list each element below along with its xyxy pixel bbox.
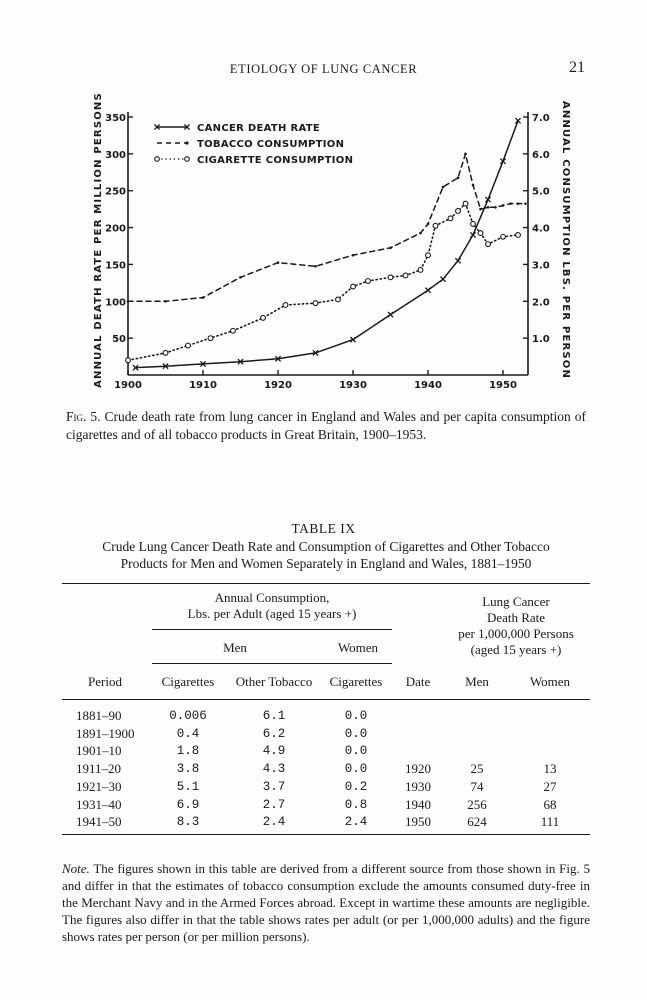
data-point-circle <box>501 234 506 239</box>
header-line: (aged 15 years +) <box>470 642 562 657</box>
note-text: The figures shown in this table are derived from a different source from those shown in Fig. 5 and differ in that the estimates of tobacco consumption exclude the amounts consumed duty-free in the Merchant Navy and in the Armed Forces abroad. Except in wartime these amounts are negligible. The figures also differ in that the table shows rates per adult (or per 1,000,000 adults) and the figure shows rates per person (or per million persons). <box>62 861 591 944</box>
table-top-rule <box>62 583 590 584</box>
cell-women-cigarettes: 0.0 <box>344 726 368 741</box>
cell-women-cigarettes: 0.2 <box>344 779 368 794</box>
legend-item <box>155 155 354 166</box>
cell-men-other-tobacco: 6.1 <box>262 709 286 723</box>
data-point-x-marker <box>425 288 430 293</box>
data-point-dot <box>314 265 317 268</box>
cell-death-women: 13 <box>543 761 557 777</box>
table-header-rule <box>62 699 590 700</box>
header-line: Lbs. per Adult (aged 15 years +) <box>187 606 357 621</box>
header-line: Lung Cancer <box>482 594 550 609</box>
header-line: Annual Consumption, <box>214 590 330 605</box>
data-point-x-marker <box>455 258 460 263</box>
y-right-tick-label: 3.0 <box>532 260 550 272</box>
cell-death-men: 25 <box>470 761 484 777</box>
data-point-circle <box>478 231 483 236</box>
header-women: Women <box>337 640 379 655</box>
header-annual-consumption <box>150 590 394 622</box>
data-point-circle <box>471 221 476 226</box>
cell-death-men: 74 <box>470 778 484 794</box>
y-left-tick-label: 200 <box>105 223 126 235</box>
data-point-circle <box>456 209 461 214</box>
data-point-circle <box>313 301 318 306</box>
y-right-tick-label: 7.0 <box>532 113 550 124</box>
series-tobacco-consumption <box>127 153 527 303</box>
y-right-tick-label: 5.0 <box>532 186 550 198</box>
cell-date: 1920 <box>405 761 431 777</box>
table-note <box>62 860 590 945</box>
data-point-dot <box>464 153 467 156</box>
y-left-tick-label: 350 <box>105 113 126 124</box>
cell-death-men: 256 <box>467 796 487 812</box>
data-point-circle <box>463 201 468 206</box>
data-point-circle <box>261 315 266 320</box>
x-tick-label: 1930 <box>339 380 367 391</box>
page-number: 21 <box>569 59 585 76</box>
data-point-dot <box>427 223 430 226</box>
cell-men-other-tobacco: 3.7 <box>262 779 286 794</box>
data-point-circle <box>186 343 191 348</box>
table-title-line: Products for Men and Women Separately in England and Wales, 1881–1950 <box>120 556 532 571</box>
data-point-circle <box>426 253 431 258</box>
cell-period: 1891–1900 <box>76 725 135 741</box>
cell-men-cigarettes: 5.1 <box>176 779 200 794</box>
data-point-circle <box>231 328 236 333</box>
header-line: Death Rate <box>486 610 546 625</box>
data-point-circle <box>336 297 341 302</box>
col-header-period: Period <box>88 674 122 689</box>
data-point-circle <box>516 233 521 238</box>
y-right-axis-label: ANNUAL CONSUMPTION LBS. PER PERSON <box>560 100 571 380</box>
data-point-circle <box>418 268 423 273</box>
col-header-women-cigarettes: Cigarettes <box>329 674 383 689</box>
data-point-dot <box>164 300 167 303</box>
cell-men-cigarettes: 6.9 <box>176 797 200 812</box>
data-point-circle <box>351 284 356 289</box>
data-point-dot <box>502 204 505 207</box>
figure-caption-text: Crude death rate from lung cancer in England and Wales and per capita consumption of cigarettes and of all tobacco products in Great Britain, 1900–1953. <box>66 409 587 442</box>
y-right-tick-label: 2.0 <box>532 297 550 309</box>
data-point-dot <box>487 206 490 209</box>
cell-death-women: 68 <box>543 796 557 812</box>
chart-axis-labels <box>93 92 571 388</box>
subgroup-rule <box>152 663 392 664</box>
data-point-circle <box>208 336 213 341</box>
legend-marker <box>155 157 160 162</box>
cell-date: 1940 <box>405 796 431 812</box>
table-title <box>62 538 590 572</box>
data-point-dot <box>202 296 205 299</box>
cell-men-other-tobacco: 6.2 <box>262 726 286 741</box>
x-tick-label: 1910 <box>189 380 217 391</box>
header-death-rate <box>440 594 592 658</box>
cell-death-women: 111 <box>540 814 560 830</box>
col-header-death-men: Men <box>465 674 489 689</box>
x-tick-label: 1940 <box>414 380 442 391</box>
series-line <box>128 204 518 361</box>
data-point-circle <box>126 358 131 363</box>
y-left-tick-label: 250 <box>105 186 126 198</box>
data-point-dot <box>239 276 242 279</box>
data-point-dot <box>127 300 130 303</box>
data-point-dot <box>419 232 422 235</box>
data-point-x-marker <box>440 277 445 282</box>
x-tick-label: 1950 <box>489 380 517 391</box>
figure-caption-label: Fig. 5. <box>66 409 101 424</box>
data-point-dot <box>457 177 460 180</box>
table-bottom-rule <box>62 834 590 835</box>
data-point-dot <box>524 202 527 205</box>
legend-item <box>157 139 344 150</box>
data-point-dot <box>494 206 497 209</box>
legend-item <box>154 123 320 134</box>
cell-period: 1911–20 <box>76 761 122 777</box>
table-title-line: Crude Lung Cancer Death Rate and Consumption of Cigarettes and Other Tobacco <box>102 539 550 554</box>
y-right-tick-label: 4.0 <box>532 223 550 235</box>
data-point-circle <box>403 273 408 278</box>
cell-men-other-tobacco: 2.4 <box>262 815 286 830</box>
cell-date: 1930 <box>405 778 431 794</box>
data-point-circle <box>486 242 491 247</box>
cell-period: 1941–50 <box>76 814 122 830</box>
y-left-tick-label: 50 <box>112 334 126 346</box>
note-label: Note. <box>62 861 90 876</box>
y-right-tick-label: 6.0 <box>532 149 550 161</box>
running-head: ETIOLOGY OF LUNG CANCER <box>229 62 418 76</box>
legend-label: CANCER DEATH RATE <box>197 123 320 134</box>
cell-men-cigarettes: 3.8 <box>176 762 200 777</box>
legend-marker <box>185 141 188 144</box>
x-tick-label: 1900 <box>114 380 142 391</box>
legend-label: CIGARETTE CONSUMPTION <box>197 155 354 166</box>
cell-men-cigarettes: 1.8 <box>176 744 200 759</box>
col-header-men-other-tobacco: Other Tobacco <box>235 674 313 689</box>
cell-death-men: 624 <box>467 814 487 830</box>
data-point-dot <box>509 202 512 205</box>
y-left-axis-label: ANNUAL DEATH RATE PER MILLION PERSONS <box>93 92 104 388</box>
cell-men-other-tobacco: 4.9 <box>262 744 286 759</box>
cell-period: 1901–10 <box>76 743 122 759</box>
data-point-dot <box>517 202 520 205</box>
data-point-dot <box>277 261 280 264</box>
data-point-dot <box>479 208 482 211</box>
data-point-dot <box>352 254 355 257</box>
data-point-dot <box>389 247 392 250</box>
y-left-tick-label: 300 <box>105 149 126 161</box>
cell-period: 1931–40 <box>76 796 122 812</box>
col-header-death-women: Women <box>529 674 571 689</box>
cell-date: 1950 <box>405 814 431 830</box>
cell-women-cigarettes: 0.0 <box>344 762 368 777</box>
header-men: Men <box>223 640 247 655</box>
header-line: per 1,000,000 Persons <box>458 626 574 641</box>
legend-label: TOBACCO CONSUMPTION <box>197 139 345 150</box>
y-left-tick-label: 150 <box>105 260 126 272</box>
chart-legend <box>154 123 353 166</box>
cell-period: 1921–30 <box>76 778 122 794</box>
data-point-circle <box>283 303 288 308</box>
data-point-circle <box>388 275 393 280</box>
cell-period: 1881–90 <box>76 708 122 723</box>
cell-men-cigarettes: 8.3 <box>176 815 200 830</box>
col-header-men-cigarettes: Cigarettes <box>161 674 215 689</box>
cell-men-other-tobacco: 2.7 <box>262 797 286 812</box>
data-point-x-marker <box>388 312 393 317</box>
data-point-dot <box>442 186 445 189</box>
legend-marker <box>185 157 190 162</box>
cell-men-cigarettes: 0.4 <box>176 726 200 741</box>
cell-women-cigarettes: 0.8 <box>344 797 368 812</box>
series-cigarette-consumption <box>126 201 521 362</box>
cell-women-cigarettes: 2.4 <box>344 815 368 830</box>
data-point-circle <box>366 279 371 284</box>
data-point-circle <box>163 350 168 355</box>
x-tick-label: 1920 <box>264 380 292 391</box>
data-point-dot <box>472 184 475 187</box>
cell-men-cigarettes: 0.006 <box>169 709 207 723</box>
series-line <box>128 154 526 301</box>
col-header-date: Date <box>405 674 431 689</box>
cell-women-cigarettes: 0.0 <box>344 744 368 759</box>
y-right-tick-label: 1.0 <box>532 334 550 346</box>
table-label: TABLE IX <box>291 521 356 536</box>
data-point-circle <box>433 223 438 228</box>
figure-5-chart <box>0 0 647 400</box>
consumption-header-rule <box>152 629 392 630</box>
figure-caption <box>66 408 586 444</box>
data-point-circle <box>448 216 453 221</box>
y-left-tick-label: 100 <box>105 297 126 309</box>
cell-death-women: 27 <box>543 778 557 794</box>
cell-men-other-tobacco: 4.3 <box>262 762 286 777</box>
cell-women-cigarettes: 0.0 <box>344 709 368 723</box>
